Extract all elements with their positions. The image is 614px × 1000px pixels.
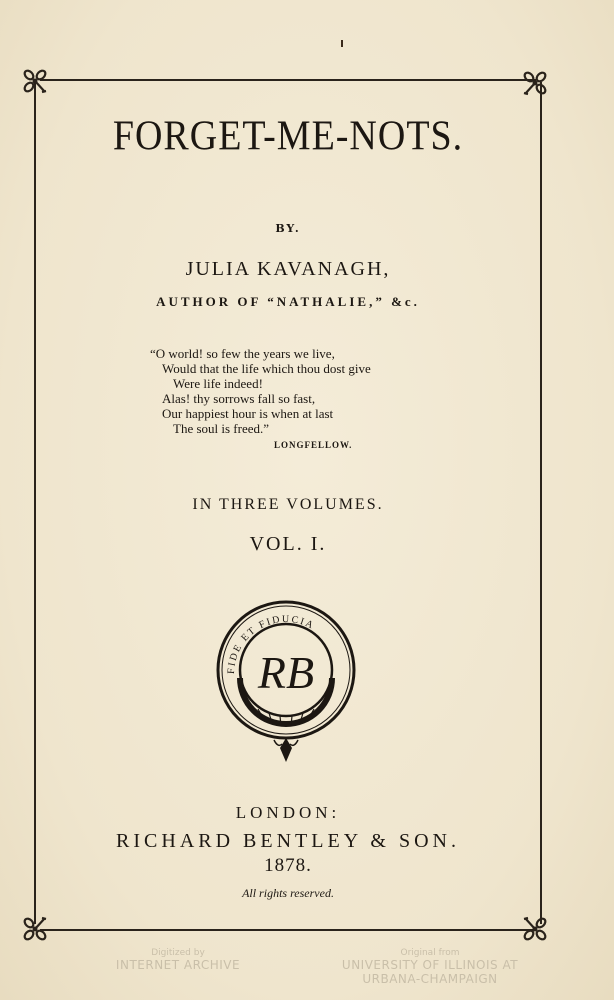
volumes-note: IN THREE VOLUMES. xyxy=(192,496,384,513)
epigraph xyxy=(150,346,371,436)
imprint-year: 1878. xyxy=(264,855,312,876)
emblem-monogram: RB xyxy=(257,647,315,698)
by-line: BY. xyxy=(275,222,301,235)
imprint-publisher: RICHARD BENTLEY & SON. xyxy=(116,830,460,852)
book-title: FORGET-ME-NOTS. xyxy=(112,112,464,160)
watermark-source: INTERNET ARCHIVE xyxy=(115,958,241,972)
corner-ornament-icon xyxy=(20,914,50,944)
epigraph-line: Would that the life which thou dost give xyxy=(162,361,371,376)
ink-speck xyxy=(341,40,343,47)
rights-notice: All rights reserved. xyxy=(242,886,334,900)
publisher-emblem xyxy=(214,598,358,764)
watermark-label: Original from xyxy=(400,948,460,958)
author-name: JULIA KAVANAGH, xyxy=(185,258,391,280)
corner-ornament-icon xyxy=(520,68,550,98)
border-bottom xyxy=(40,929,536,931)
border-top xyxy=(40,79,536,81)
epigraph-line: The soul is freed.” xyxy=(173,421,270,436)
watermark-label: Digitized by xyxy=(151,948,205,958)
volume-number: VOL. I. xyxy=(249,533,327,555)
corner-ornament-icon xyxy=(520,914,550,944)
epigraph-line: “O world! so few the years we live, xyxy=(150,346,335,361)
corner-ornament-icon xyxy=(20,66,50,96)
epigraph-line: Our happiest hour is when at last xyxy=(162,406,334,421)
epigraph-attribution: LONGFELLOW. xyxy=(274,440,353,450)
author-credits: AUTHOR OF “NATHALIE,” &c. xyxy=(156,294,420,309)
digitized-watermark xyxy=(108,948,248,972)
epigraph-line: Were life indeed! xyxy=(173,376,263,391)
watermark-source: UNIVERSITY OF ILLINOIS AT xyxy=(341,958,519,972)
watermark-source: URBANA-CHAMPAIGN xyxy=(362,972,498,986)
original-watermark xyxy=(340,948,520,986)
imprint-city: LONDON: xyxy=(235,803,341,822)
emblem-motto: FIDE ET FIDUCIA xyxy=(225,613,317,675)
epigraph-line: Alas! thy sorrows fall so fast, xyxy=(162,391,316,406)
